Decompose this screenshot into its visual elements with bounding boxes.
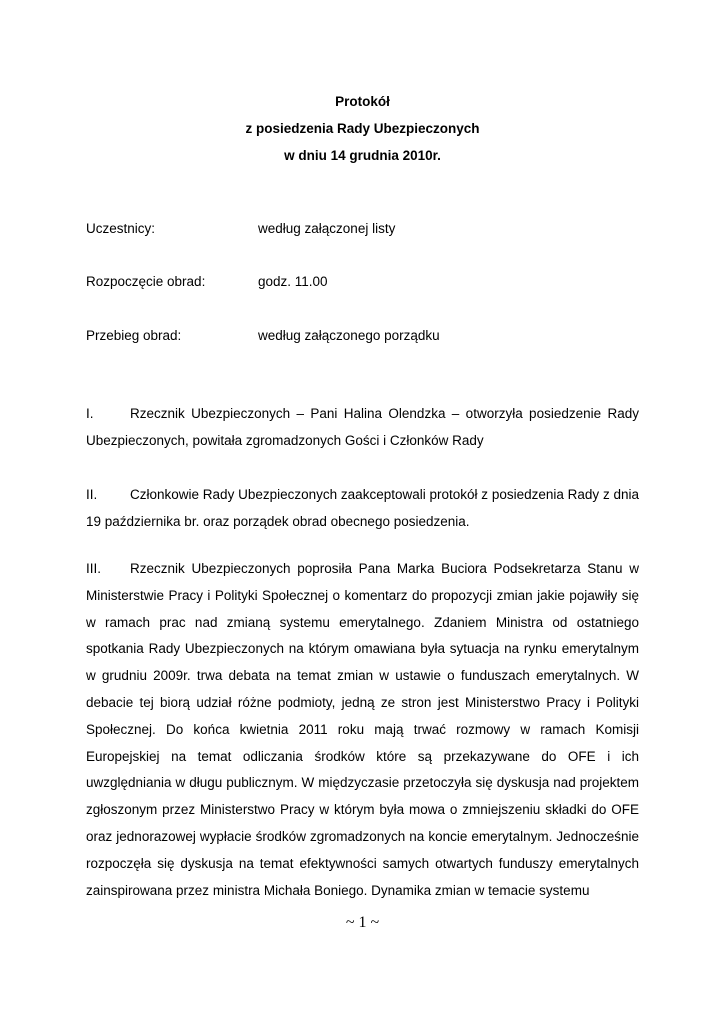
section-3 [86,556,639,904]
meta-value: według załączonej listy [258,221,396,236]
meta-value: według załączonego porządku [258,328,440,343]
meta-row-participants [86,219,646,239]
meta-row-start [86,272,646,292]
meta-label: Przebieg obrad: [86,328,182,343]
title-line-3: w dniu 14 grudnia 2010r. [284,148,441,163]
meta-label: Uczestnicy: [86,221,156,236]
section-text: Rzecznik Ubezpieczonych poprosiła Pana Marka Buciora Podsekretarza Stanu w Ministerstwie Pracy i Polityki Społecznej o komentarz do propozycji zmian jakie pojawiły się w ramach prac nad zmianą systemu emerytalnego. Zdaniem Ministra od ostatniego spotkania Rady Ubezpieczonych na którym omawiana była sytuacja na rynku emerytalnym w grudniu 2009r. trwa debata na temat zmian w ustawie o funduszach emerytalnych. W debacie tej biorą udział różne podmioty, jedną ze stron jest Ministerstwo Pracy i Polityki Społecznej. Do końca kwietnia 2011 roku mają trwać rozmowy w ramach Komisji Europejskiej na temat odliczania środków które są przekazywane do OFE i ich uwzględniania w długu publicznym. W międzyczasie przetoczyła się dyskusja nad projektem zgłoszonym przez Ministerstwo Pracy w którym była mowa o zmniejszeniu składki do OFE oraz jednorazowej wypłacie środków zgromadzonych na koncie emerytalnym. Jednocześnie rozpoczęła się dyskusja na temat efektywności samych otwartych funduszy emerytalnych zainspirowana przez ministra Michała Boniego. Dynamika zmian w temacie systemu [86,561,639,898]
meta-row-agenda [86,326,646,346]
section-number: III. [86,561,102,576]
section-number: I. [86,406,94,421]
section-1 [86,401,639,455]
title-line-2: z posiedzenia Rady Ubezpieczonych [245,121,480,136]
section-number: II. [86,487,98,502]
title-line-1: Protokół [335,94,390,109]
document-title [0,88,725,169]
section-text: Rzecznik Ubezpieczonych – Pani Halina Olendzka – otworzyła posiedzenie Rady Ubezpieczonych, powitała zgromadzonych Gości i Członków Rady [86,406,639,448]
page-number: ~ 1 ~ [345,914,380,931]
section-2 [86,482,639,536]
section-text: Członkowie Rady Ubezpieczonych zaakceptowali protokół z posiedzenia Rady z dnia 19 października br. oraz porządek obrad obecnego posiedzenia. [86,487,639,529]
meta-value: godz. 11.00 [258,274,328,289]
meta-label: Rozpoczęcie obrad: [86,274,206,289]
